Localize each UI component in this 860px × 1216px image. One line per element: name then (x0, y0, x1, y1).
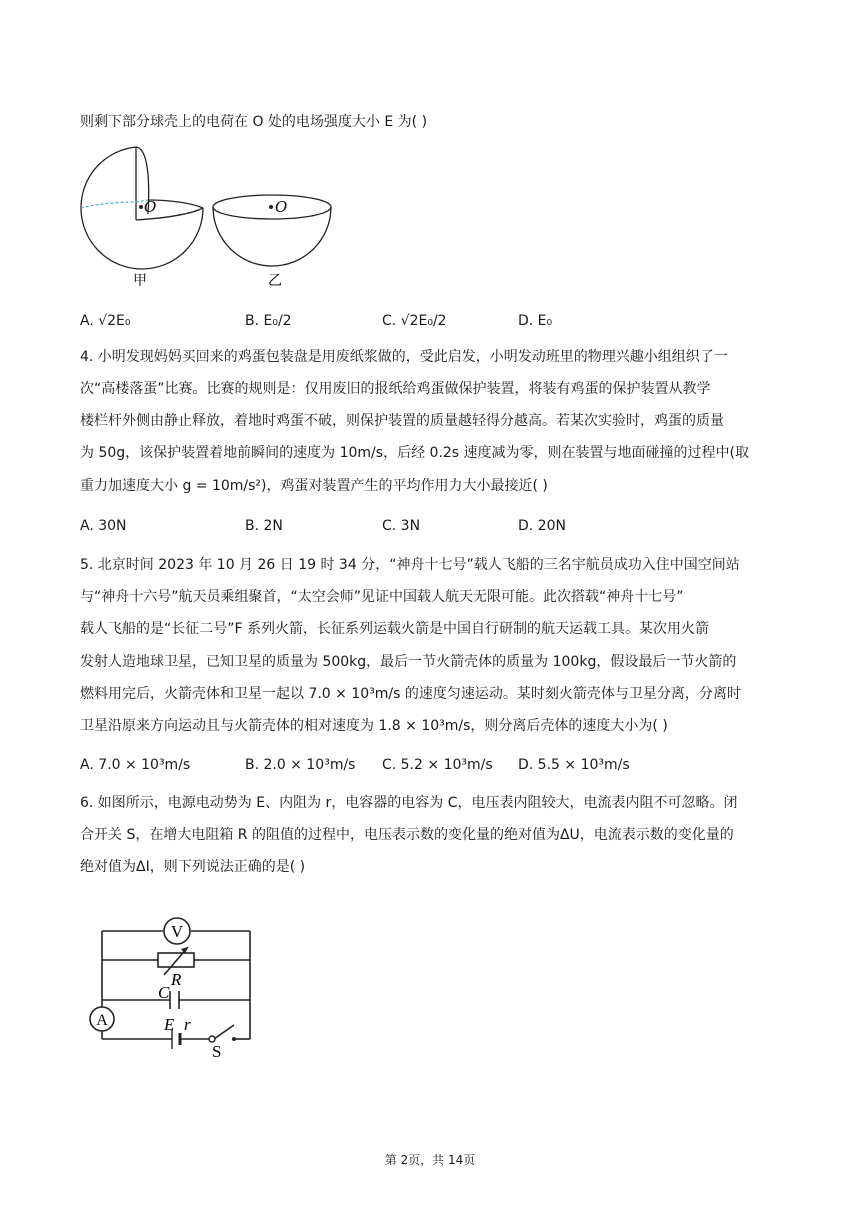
q4-line-4: 为 50g，该保护装置着地前瞬间的速度为 10m/s，后经 0.2s 速度减为零，则在装置与地面碰撞的过程中(取 (80, 445, 749, 461)
emf-label: E (164, 1015, 175, 1034)
page-footer: 第 2页，共 14页 (384, 1153, 476, 1167)
q4-line-5: 重力加速度大小 g = 10m/s²)，鸡蛋对装置产生的平均作用力大小最接近( ) (80, 478, 548, 494)
q4-option-a: A. 30N (80, 518, 127, 534)
q5-line-6: 卫星沿原来方向运动且与火箭壳体的相对速度为 1.8 × 10³m/s，则分离后壳体的速度大小为( ) (80, 718, 668, 734)
q4-line-2: 次“高楼落蛋”比赛。比赛的规则是：仅用废旧的报纸给鸡蛋做保护装置，将装有鸡蛋的保护装置从教学 (80, 381, 711, 397)
q5-line-5: 燃料用完后，火箭壳体和卫星一起以 7.0 × 10³m/s 的速度匀速运动。某时刻火箭壳体与卫星分离，分离时 (80, 686, 741, 702)
q4-option-c: C. 3N (382, 518, 421, 534)
center-label-yi: O (275, 198, 288, 216)
resistor-label: R (171, 970, 182, 989)
figure-yi (213, 195, 331, 289)
capacitor-label: C (158, 983, 170, 1002)
q5-option-a: A. 7.0 × 10³m/s (80, 757, 191, 773)
figure-label-yi: 乙 (268, 273, 282, 289)
q4-line-1: 4. 小明发现妈妈买回来的鸡蛋包装盘是用废纸浆做的，受此启发，小明发动班里的物理兴趣小组组织了一 (80, 349, 728, 365)
hemisphere-figure (76, 140, 346, 290)
q5-line-3: 载人飞船的是“长征二号”F 系列火箭，长征系列运载火箭是中国自行研制的航天运载工具。某次用火箭 (80, 621, 710, 637)
q3-question-tail: 则剩下部分球壳上的电荷在 O 处的电场强度大小 E 为( ) (80, 114, 428, 130)
q3-option-c: C. √2E₀/2 (382, 313, 447, 329)
ammeter-label: A (96, 1012, 108, 1029)
q6-line-1: 6. 如图所示，电源电动势为 E、内阻为 r，电容器的电容为 C，电压表内阻较大，电流表内阻不可忽略。闭 (80, 795, 738, 811)
internal-resistance-label: r (184, 1015, 191, 1034)
q5-option-c: C. 5.2 × 10³m/s (382, 757, 493, 773)
q3-option-b: B. E₀/2 (245, 313, 292, 329)
switch-label: S (212, 1042, 222, 1060)
q4-option-b: B. 2N (245, 518, 283, 534)
figure-label-jia: 甲 (133, 273, 147, 289)
figure-jia (81, 147, 203, 289)
voltmeter-label: V (170, 922, 184, 941)
q6-line-2: 合开关 S，在增大电阻箱 R 的阻值的过程中，电压表示数的变化量的绝对值为ΔU，电流表示数的变化量的 (80, 827, 734, 843)
q4-option-d: D. 20N (518, 518, 566, 534)
q5-option-b: B. 2.0 × 10³m/s (245, 757, 356, 773)
q4-line-3: 楼栏杆外侧由静止释放，着地时鸡蛋不破，则保护装置的质量越轻得分越高。若某次实验时，鸡蛋的质量 (80, 413, 724, 429)
q3-option-d: D. E₀ (518, 313, 553, 329)
q5-line-4: 发射人造地球卫星，已知卫星的质量为 500kg，最后一节火箭壳体的质量为 100kg，假设最后一节火箭的 (80, 654, 737, 670)
q3-option-a: A. √2E₀ (80, 313, 131, 329)
center-label-jia: O (144, 198, 157, 216)
q5-line-2: 与“神舟十六号”航天员乘组聚首，“太空会师”见证中国载人航天无限可能。此次搭载“神舟十七号” (80, 589, 684, 605)
circuit-diagram (84, 915, 264, 1060)
q5-line-1: 5. 北京时间 2023 年 10 月 26 日 19 时 34 分，“神舟十七号”载人飞船的三名宇航员成功入住中国空间站 (80, 557, 740, 573)
q6-line-3: 绝对值为ΔI，则下列说法正确的是( ) (80, 859, 306, 875)
q5-option-d: D. 5.5 × 10³m/s (518, 757, 630, 773)
